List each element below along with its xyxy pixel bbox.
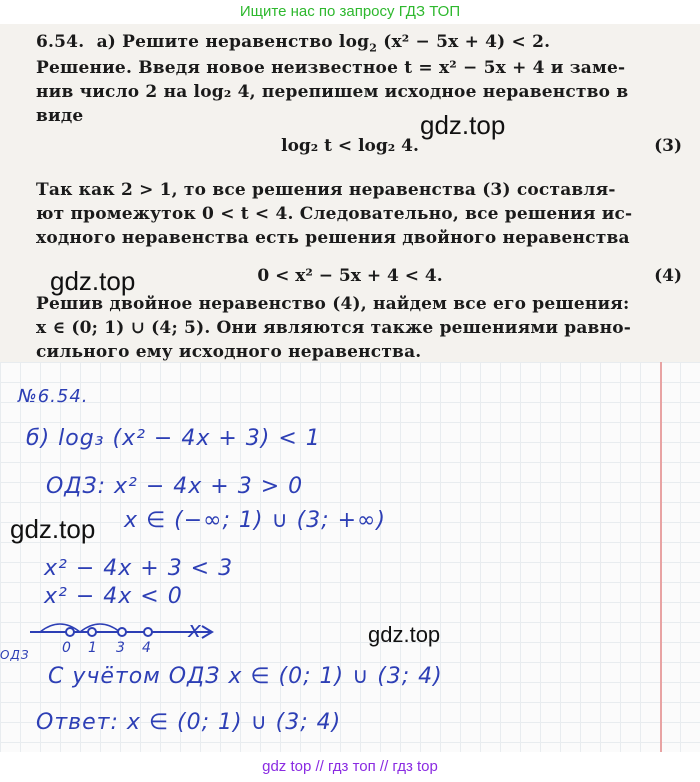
solution-line-1 bbox=[36, 58, 625, 78]
step-1: x² − 4x + 3 < 3 bbox=[44, 556, 234, 581]
step-2: x² − 4x < 0 bbox=[44, 584, 183, 609]
final-answer: Ответ: x ∈ (0; 1) ∪ (3; 4) bbox=[36, 710, 342, 735]
problem-number: 6.54. bbox=[36, 32, 85, 52]
formula-3: log₂ t < log₂ 4. bbox=[281, 136, 419, 156]
solution-line-3: виде bbox=[36, 106, 84, 126]
paragraph2-line-1: Так как 2 > 1, то все решения неравенства (3) составля- bbox=[36, 180, 616, 200]
textbook-excerpt bbox=[0, 24, 700, 362]
axis-label: x bbox=[188, 618, 203, 643]
formula-4: 0 < x² − 5x + 4 < 4. bbox=[257, 266, 443, 286]
equation-label-4: (4) bbox=[654, 266, 682, 286]
point-4 bbox=[144, 628, 152, 636]
solution-text-1: Введя новое неизвестное t = x² − 5x + 4 и заме- bbox=[138, 58, 626, 78]
part-b-condition: б) log₃ (x² − 4x + 3) < 1 bbox=[26, 426, 321, 451]
solution-number: №6.54. bbox=[18, 386, 89, 407]
problem-statement bbox=[36, 32, 550, 54]
with-odz-result: С учётом ОДЗ x ∈ (0; 1) ∪ (3; 4) bbox=[48, 664, 443, 689]
handwritten-solution bbox=[0, 362, 700, 752]
point-3 bbox=[118, 628, 126, 636]
odz-interval: x ∈ (−∞; 1) ∪ (3; +∞) bbox=[124, 508, 386, 533]
tick-3: 3 bbox=[116, 640, 126, 656]
tick-0: 0 bbox=[62, 640, 72, 656]
paragraph3-line-1: Решив двойное неравенство (4), найдем все его решения: bbox=[36, 294, 630, 314]
part-label: а) bbox=[96, 32, 117, 52]
bottom-banner: gdz top // гдз топ // гдз top bbox=[262, 758, 438, 775]
watermark: gdz.top bbox=[420, 110, 506, 140]
point-1 bbox=[88, 628, 96, 636]
number-line-hatch bbox=[40, 624, 120, 632]
solution-heading: Решение. bbox=[36, 58, 133, 78]
odz-tag: ОДЗ bbox=[0, 648, 30, 662]
task-text: Решите неравенство bbox=[122, 32, 333, 52]
solution-line-2: нив число 2 на log₂ 4, перепишем исходное неравенство в bbox=[36, 82, 629, 102]
watermark: gdz.top bbox=[368, 622, 441, 647]
notebook-margin bbox=[660, 362, 662, 752]
point-0 bbox=[66, 628, 74, 636]
top-banner: Ищите нас по запросу ГДЗ ТОП bbox=[239, 3, 461, 20]
odz-condition: ОДЗ: x² − 4x + 3 > 0 bbox=[46, 474, 304, 499]
paragraph3-line-2: x ∈ (0; 1) ∪ (4; 5). Они являются также решениями равно- bbox=[36, 318, 632, 338]
tick-4: 4 bbox=[142, 640, 152, 656]
equation-label-3: (3) bbox=[654, 136, 682, 156]
watermark: gdz.top bbox=[10, 514, 96, 544]
paragraph3-line-3: сильного ему исходного неравенства. bbox=[36, 342, 422, 362]
tick-1: 1 bbox=[88, 640, 98, 656]
watermark: gdz.top bbox=[50, 266, 136, 296]
paragraph2-line-2: ют промежуток 0 < t < 4. Следовательно, все решения ис- bbox=[36, 204, 633, 224]
paragraph2-line-3: ходного неравенства есть решения двойного неравенства bbox=[36, 228, 630, 248]
task-expression: (x² − 5x + 4) < 2. bbox=[383, 32, 551, 52]
log-base-2: $\log_2$ bbox=[338, 32, 378, 55]
